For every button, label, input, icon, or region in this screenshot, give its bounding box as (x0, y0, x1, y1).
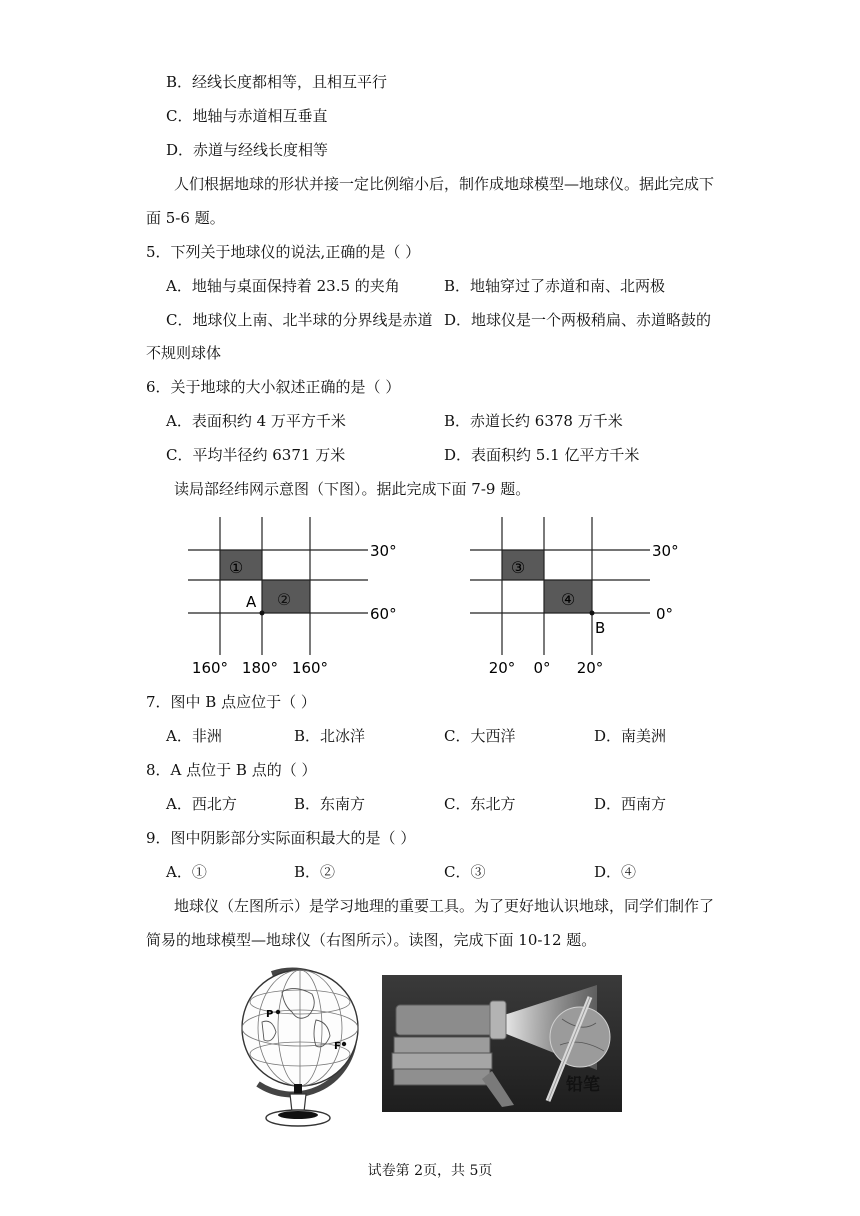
lat-label-bottom: 60° (370, 605, 397, 623)
q6-option-c: C．平均半径约 6371 万米 (166, 446, 346, 464)
lon-label-2: 180° (241, 659, 279, 677)
intro-10-12-line1: 地球仪（左图所示）是学习地理的重要工具。为了更好地认识地球，同学们制作了 (174, 897, 715, 915)
cell-4-label: ④ (560, 590, 576, 609)
q9-option-a: A．① (166, 863, 207, 881)
lon-label-3: 160° (291, 659, 329, 677)
intro-5-6-line1: 人们根据地球的形状并接一定比例缩小后，制作成地球模型—地球仪。据此完成下 (174, 175, 715, 193)
lon-label-3: 20° (576, 659, 604, 677)
lon-label-1: 160° (191, 659, 229, 677)
grid-diagram-right (462, 515, 702, 680)
q4-option-d: D．赤道与经线长度相等 (166, 141, 329, 159)
q6-option-b: B．赤道长约 6378 万千米 (444, 412, 623, 430)
point-f-label: F (334, 1041, 341, 1052)
q7-stem: 7．图中 B 点应位于（ ） (146, 693, 316, 711)
point-p-dot (276, 1010, 280, 1014)
globe-illustration (232, 962, 372, 1134)
q9-option-d: D．④ (594, 863, 637, 881)
q8-option-d: D．西南方 (594, 795, 667, 813)
flashlight (396, 1005, 496, 1035)
q4-option-c: C．地轴与赤道相互垂直 (166, 107, 328, 125)
intro-5-6-line2: 面 5-6 题。 (146, 209, 225, 227)
pencil-label: 铅笔 (566, 1075, 600, 1095)
q6-stem: 6．关于地球的大小叙述正确的是（ ） (146, 378, 401, 396)
point-f-dot (342, 1042, 346, 1046)
point-a-dot (260, 611, 265, 616)
grid-diagram-left (180, 515, 420, 680)
lat-label-top: 30° (652, 542, 679, 560)
page-footer: 试卷第 2页，共 5页 (367, 1163, 493, 1179)
lat-label-bottom: 0° (656, 605, 674, 623)
q5-option-d: D．地球仪是一个两极稍扁、赤道略鼓的 (444, 311, 712, 329)
q5-stem: 5．下列关于地球仪的说法,正确的是（ ） (146, 243, 421, 261)
q7-option-b: B．北冰洋 (294, 727, 366, 745)
cell-3-label: ③ (510, 558, 526, 577)
q9-stem: 9．图中阴影部分实际面积最大的是（ ） (146, 829, 416, 847)
q9-option-b: B．② (294, 863, 336, 881)
lon-label-2: 0° (533, 659, 551, 677)
intro-7-9: 读局部经纬网示意图（下图）。据此完成下面 7-9 题。 (174, 480, 531, 498)
point-b-dot (590, 611, 595, 616)
q5-option-c: C．地球仪上南、北半球的分界线是赤道 (166, 311, 433, 329)
q8-option-b: B．东南方 (294, 795, 366, 813)
point-b-label: B (595, 619, 606, 637)
point-a-label: A (246, 593, 257, 611)
q7-option-d: D．南美洲 (594, 727, 667, 745)
q7-option-a: A．非洲 (166, 727, 222, 745)
q9-option-c: C．③ (444, 863, 486, 881)
q6-option-d: D．表面积约 5.1 亿平方千米 (444, 446, 640, 464)
cell-1-label: ① (228, 558, 244, 577)
q5-option-d-cont: 不规则球体 (146, 344, 222, 362)
q5-option-b: B．地轴穿过了赤道和南、北两极 (444, 277, 666, 295)
q4-option-b: B．经线长度都相等，且相互平行 (166, 73, 388, 91)
q8-option-a: A．西北方 (166, 795, 237, 813)
lon-label-1: 20° (488, 659, 516, 677)
homemade-globe-photo (382, 975, 622, 1112)
q6-option-a: A．表面积约 4 万平方千米 (166, 412, 346, 430)
book-stack (394, 1037, 490, 1053)
point-p-label: P (266, 1009, 274, 1020)
lat-label-top: 30° (370, 542, 397, 560)
cell-2-label: ② (276, 590, 292, 609)
q5-option-a: A．地轴与桌面保持着 23.5 的夹角 (166, 277, 400, 295)
q8-option-c: C．东北方 (444, 795, 516, 813)
q7-option-c: C．大西洋 (444, 727, 516, 745)
q8-stem: 8．A 点位于 B 点的（ ） (146, 761, 317, 779)
intro-10-12-line2: 简易的地球模型—地球仪（右图所示）。读图，完成下面 10-12 题。 (146, 931, 597, 949)
